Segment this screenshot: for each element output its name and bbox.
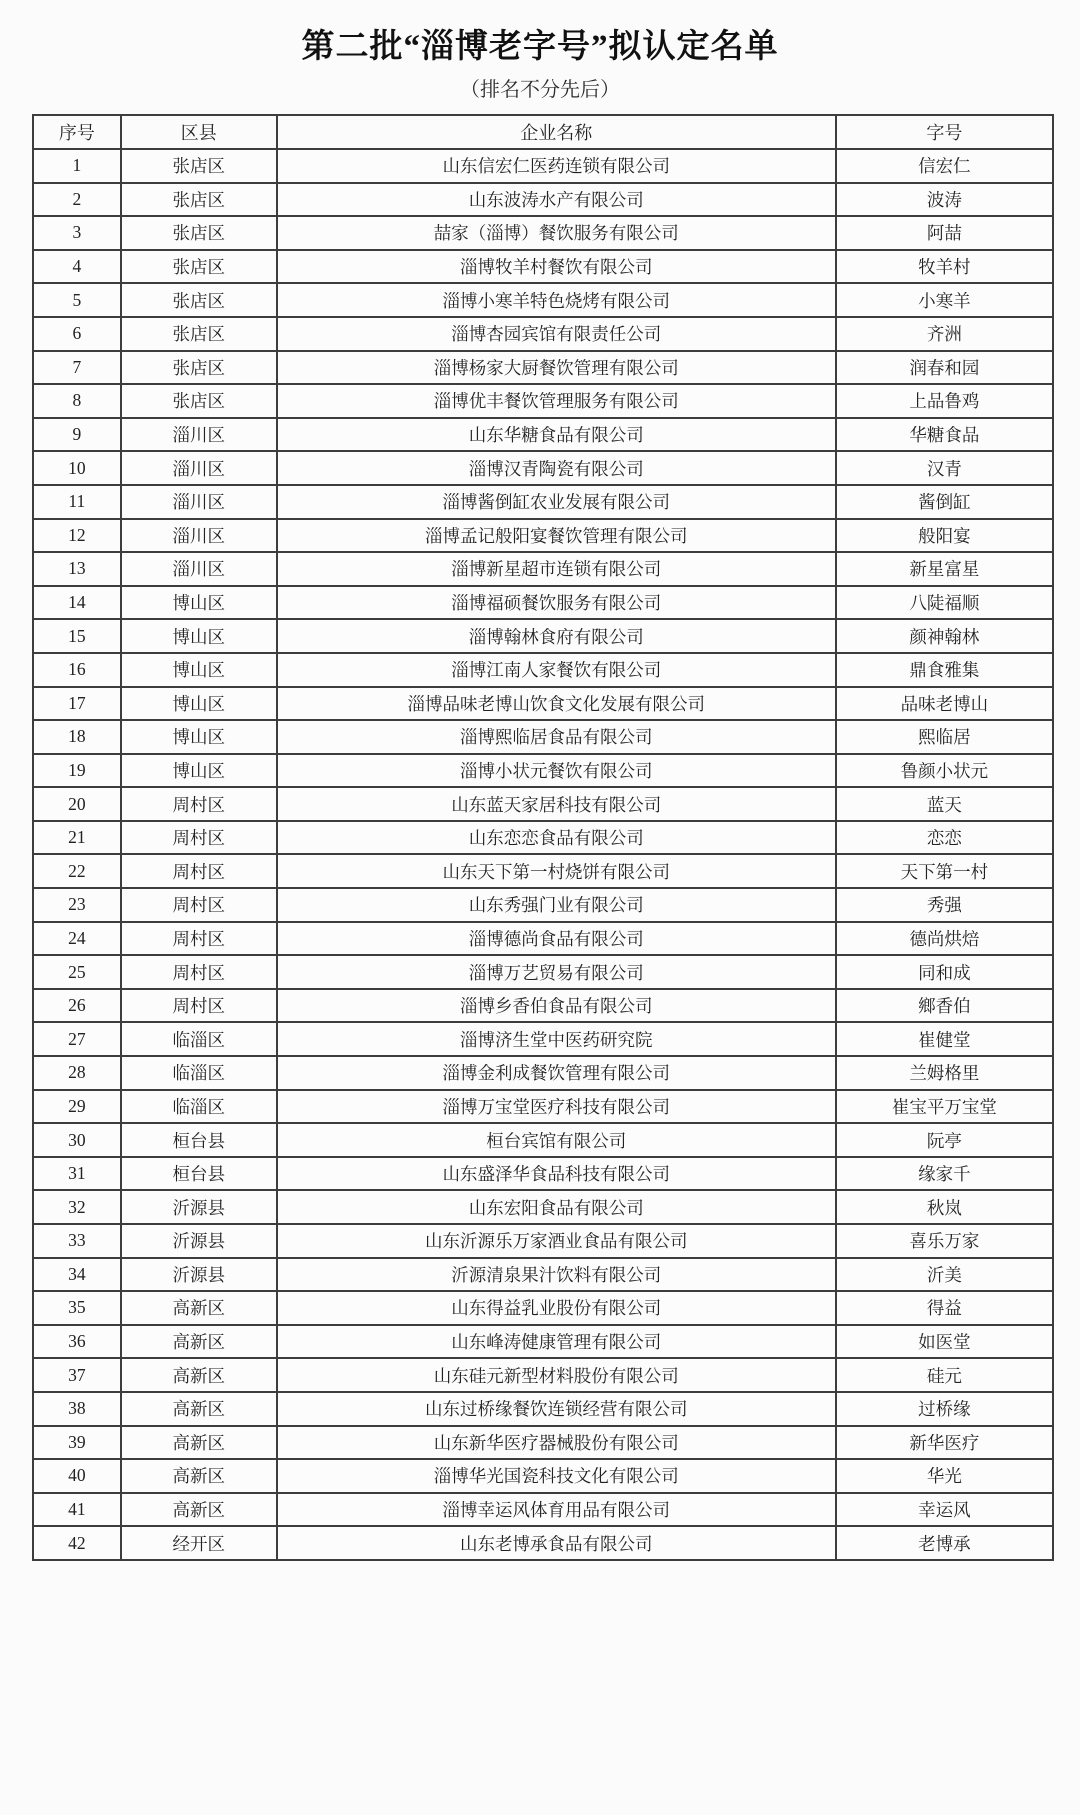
district-cell: 高新区 (121, 1358, 277, 1392)
table-row (33, 149, 1053, 183)
brand-name-cell: 牧羊村 (836, 250, 1053, 284)
table-row (33, 922, 1053, 956)
brand-name-cell: 波涛 (836, 183, 1053, 217)
company-name-cell: 淄博江南人家餐饮有限公司 (277, 653, 836, 687)
district-cell: 博山区 (121, 720, 277, 754)
row-number-cell: 34 (33, 1258, 121, 1292)
table-row (33, 418, 1053, 452)
brand-name-cell: 幸运风 (836, 1493, 1053, 1527)
brand-name-cell: 润春和园 (836, 351, 1053, 385)
company-name-cell: 淄博熙临居食品有限公司 (277, 720, 836, 754)
table-row (33, 1123, 1053, 1157)
table-row (33, 485, 1053, 519)
district-cell: 周村区 (121, 888, 277, 922)
company-name-cell: 山东沂源乐万家酒业食品有限公司 (277, 1224, 836, 1258)
row-number-cell: 41 (33, 1493, 121, 1527)
row-number-cell: 36 (33, 1325, 121, 1359)
district-cell: 高新区 (121, 1493, 277, 1527)
brand-name-cell: 信宏仁 (836, 149, 1053, 183)
company-name-cell: 山东恋恋食品有限公司 (277, 821, 836, 855)
district-cell: 桓台县 (121, 1157, 277, 1191)
brand-name-cell: 汉青 (836, 451, 1053, 485)
company-name-cell: 淄博牧羊村餐饮有限公司 (277, 250, 836, 284)
table-row (33, 451, 1053, 485)
row-number-cell: 16 (33, 653, 121, 687)
district-cell: 临淄区 (121, 1056, 277, 1090)
brand-name-cell: 缘家千 (836, 1157, 1053, 1191)
brand-list-table (32, 114, 1054, 1561)
row-number-cell: 14 (33, 586, 121, 620)
brand-name-cell: 恋恋 (836, 821, 1053, 855)
brand-name-cell: 秋岚 (836, 1190, 1053, 1224)
company-name-cell: 喆家（淄博）餐饮服务有限公司 (277, 216, 836, 250)
row-number-cell: 38 (33, 1392, 121, 1426)
row-number-cell: 8 (33, 384, 121, 418)
brand-name-cell: 喜乐万家 (836, 1224, 1053, 1258)
company-name-cell: 山东老博承食品有限公司 (277, 1526, 836, 1560)
brand-name-cell: 德尚烘焙 (836, 922, 1053, 956)
district-cell: 张店区 (121, 384, 277, 418)
row-number-cell: 27 (33, 1022, 121, 1056)
company-name-cell: 淄博德尚食品有限公司 (277, 922, 836, 956)
table-row (33, 989, 1053, 1023)
row-number-cell: 40 (33, 1459, 121, 1493)
table-row (33, 1291, 1053, 1325)
company-name-cell: 山东得益乳业股份有限公司 (277, 1291, 836, 1325)
table-row (33, 1022, 1053, 1056)
district-cell: 周村区 (121, 922, 277, 956)
brand-name-cell: 天下第一村 (836, 854, 1053, 888)
brand-name-cell: 华糖食品 (836, 418, 1053, 452)
district-cell: 博山区 (121, 754, 277, 788)
brand-name-cell: 熙临居 (836, 720, 1053, 754)
company-name-cell: 淄博小状元餐饮有限公司 (277, 754, 836, 788)
company-name-cell: 山东秀强门业有限公司 (277, 888, 836, 922)
column-header-district: 区县 (121, 115, 277, 149)
district-cell: 临淄区 (121, 1022, 277, 1056)
table-row (33, 720, 1053, 754)
district-cell: 博山区 (121, 653, 277, 687)
table-row (33, 317, 1053, 351)
row-number-cell: 3 (33, 216, 121, 250)
company-name-cell: 山东盛泽华食品科技有限公司 (277, 1157, 836, 1191)
row-number-cell: 24 (33, 922, 121, 956)
district-cell: 淄川区 (121, 451, 277, 485)
brand-name-cell: 硅元 (836, 1358, 1053, 1392)
company-name-cell: 山东蓝天家居科技有限公司 (277, 787, 836, 821)
district-cell: 临淄区 (121, 1090, 277, 1124)
company-name-cell: 淄博杨家大厨餐饮管理有限公司 (277, 351, 836, 385)
district-cell: 张店区 (121, 149, 277, 183)
row-number-cell: 26 (33, 989, 121, 1023)
company-name-cell: 山东华糖食品有限公司 (277, 418, 836, 452)
table-row (33, 1224, 1053, 1258)
brand-name-cell: 颜神翰林 (836, 619, 1053, 653)
company-name-cell: 淄博金利成餐饮管理有限公司 (277, 1056, 836, 1090)
district-cell: 博山区 (121, 619, 277, 653)
company-name-cell: 淄博万宝堂医疗科技有限公司 (277, 1090, 836, 1124)
table-row (33, 1190, 1053, 1224)
brand-name-cell: 兰姆格里 (836, 1056, 1053, 1090)
brand-name-cell: 崔健堂 (836, 1022, 1053, 1056)
company-name-cell: 淄博优丰餐饮管理服务有限公司 (277, 384, 836, 418)
company-name-cell: 淄博华光国瓷科技文化有限公司 (277, 1459, 836, 1493)
district-cell: 张店区 (121, 351, 277, 385)
district-cell: 周村区 (121, 989, 277, 1023)
brand-name-cell: 秀强 (836, 888, 1053, 922)
company-name-cell: 淄博翰林食府有限公司 (277, 619, 836, 653)
brand-name-cell: 鼎食雅集 (836, 653, 1053, 687)
company-name-cell: 沂源清泉果汁饮料有限公司 (277, 1258, 836, 1292)
table-row (33, 1325, 1053, 1359)
company-name-cell: 桓台宾馆有限公司 (277, 1123, 836, 1157)
table-row (33, 351, 1053, 385)
company-name-cell: 淄博万艺贸易有限公司 (277, 955, 836, 989)
row-number-cell: 42 (33, 1526, 121, 1560)
row-number-cell: 12 (33, 519, 121, 553)
table-row (33, 1258, 1053, 1292)
page-title: 第二批“淄博老字号”拟认定名单 (301, 29, 779, 65)
table-row (33, 854, 1053, 888)
brand-name-cell: 阮亭 (836, 1123, 1053, 1157)
row-number-cell: 15 (33, 619, 121, 653)
row-number-cell: 18 (33, 720, 121, 754)
company-name-cell: 淄博新星超市连锁有限公司 (277, 552, 836, 586)
table-header-row (33, 115, 1053, 149)
row-number-cell: 35 (33, 1291, 121, 1325)
company-name-cell: 山东信宏仁医药连锁有限公司 (277, 149, 836, 183)
brand-name-cell: 过桥缘 (836, 1392, 1053, 1426)
row-number-cell: 23 (33, 888, 121, 922)
company-name-cell: 淄博孟记般阳宴餐饮管理有限公司 (277, 519, 836, 553)
company-name-cell: 淄博汉青陶瓷有限公司 (277, 451, 836, 485)
company-name-cell: 山东过桥缘餐饮连锁经营有限公司 (277, 1392, 836, 1426)
table-row (33, 519, 1053, 553)
brand-name-cell: 华光 (836, 1459, 1053, 1493)
district-cell: 周村区 (121, 821, 277, 855)
company-name-cell: 淄博幸运风体育用品有限公司 (277, 1493, 836, 1527)
table-row (33, 1426, 1053, 1460)
row-number-cell: 21 (33, 821, 121, 855)
company-name-cell: 山东新华医疗器械股份有限公司 (277, 1426, 836, 1460)
row-number-cell: 13 (33, 552, 121, 586)
company-name-cell: 山东天下第一村烧饼有限公司 (277, 854, 836, 888)
district-cell: 博山区 (121, 687, 277, 721)
district-cell: 沂源县 (121, 1224, 277, 1258)
table-row (33, 1358, 1053, 1392)
row-number-cell: 11 (33, 485, 121, 519)
column-header-company: 企业名称 (277, 115, 836, 149)
company-name-cell: 淄博乡香伯食品有限公司 (277, 989, 836, 1023)
row-number-cell: 28 (33, 1056, 121, 1090)
district-cell: 淄川区 (121, 418, 277, 452)
table-row (33, 787, 1053, 821)
district-cell: 张店区 (121, 216, 277, 250)
row-number-cell: 17 (33, 687, 121, 721)
district-cell: 高新区 (121, 1392, 277, 1426)
district-cell: 高新区 (121, 1325, 277, 1359)
row-number-cell: 10 (33, 451, 121, 485)
row-number-cell: 19 (33, 754, 121, 788)
table-row (33, 552, 1053, 586)
brand-name-cell: 鄉香伯 (836, 989, 1053, 1023)
district-cell: 高新区 (121, 1291, 277, 1325)
brand-name-cell: 如医堂 (836, 1325, 1053, 1359)
district-cell: 张店区 (121, 250, 277, 284)
row-number-cell: 32 (33, 1190, 121, 1224)
district-cell: 博山区 (121, 586, 277, 620)
row-number-cell: 7 (33, 351, 121, 385)
row-number-cell: 31 (33, 1157, 121, 1191)
company-name-cell: 淄博品味老博山饮食文化发展有限公司 (277, 687, 836, 721)
brand-name-cell: 沂美 (836, 1258, 1053, 1292)
district-cell: 张店区 (121, 183, 277, 217)
table-row (33, 888, 1053, 922)
brand-name-cell: 上品鲁鸡 (836, 384, 1053, 418)
table-row (33, 1090, 1053, 1124)
table-row (33, 1526, 1053, 1560)
company-name-cell: 山东硅元新型材料股份有限公司 (277, 1358, 836, 1392)
table-row (33, 1056, 1053, 1090)
row-number-cell: 6 (33, 317, 121, 351)
brand-name-cell: 小寒羊 (836, 283, 1053, 317)
company-name-cell: 淄博福硕餐饮服务有限公司 (277, 586, 836, 620)
table-row (33, 754, 1053, 788)
row-number-cell: 2 (33, 183, 121, 217)
district-cell: 张店区 (121, 317, 277, 351)
district-cell: 淄川区 (121, 552, 277, 586)
brand-name-cell: 般阳宴 (836, 519, 1053, 553)
table-row (33, 653, 1053, 687)
district-cell: 沂源县 (121, 1258, 277, 1292)
district-cell: 沂源县 (121, 1190, 277, 1224)
row-number-cell: 22 (33, 854, 121, 888)
company-name-cell: 山东宏阳食品有限公司 (277, 1190, 836, 1224)
brand-name-cell: 同和成 (836, 955, 1053, 989)
district-cell: 周村区 (121, 854, 277, 888)
company-name-cell: 淄博小寒羊特色烧烤有限公司 (277, 283, 836, 317)
brand-name-cell: 品味老博山 (836, 687, 1053, 721)
row-number-cell: 25 (33, 955, 121, 989)
table-row (33, 1392, 1053, 1426)
brand-name-cell: 新华医疗 (836, 1426, 1053, 1460)
table-row (33, 1493, 1053, 1527)
table-row (33, 283, 1053, 317)
table-row (33, 619, 1053, 653)
company-name-cell: 山东波涛水产有限公司 (277, 183, 836, 217)
company-name-cell: 淄博济生堂中医药研究院 (277, 1022, 836, 1056)
column-header-number: 序号 (33, 115, 121, 149)
page-subtitle: （排名不分先后） (460, 79, 620, 101)
row-number-cell: 33 (33, 1224, 121, 1258)
table-body (33, 149, 1053, 1560)
district-cell: 周村区 (121, 955, 277, 989)
district-cell: 高新区 (121, 1426, 277, 1460)
row-number-cell: 1 (33, 149, 121, 183)
row-number-cell: 29 (33, 1090, 121, 1124)
district-cell: 周村区 (121, 787, 277, 821)
brand-name-cell: 齐洲 (836, 317, 1053, 351)
district-cell: 淄川区 (121, 485, 277, 519)
row-number-cell: 5 (33, 283, 121, 317)
column-header-brand: 字号 (836, 115, 1053, 149)
table-row (33, 687, 1053, 721)
table-row (33, 183, 1053, 217)
brand-name-cell: 老博承 (836, 1526, 1053, 1560)
company-name-cell: 山东峰涛健康管理有限公司 (277, 1325, 836, 1359)
row-number-cell: 9 (33, 418, 121, 452)
table-row (33, 250, 1053, 284)
table-row (33, 384, 1053, 418)
district-cell: 淄川区 (121, 519, 277, 553)
brand-name-cell: 八陡福顺 (836, 586, 1053, 620)
brand-name-cell: 酱倒缸 (836, 485, 1053, 519)
table-row (33, 1157, 1053, 1191)
district-cell: 张店区 (121, 283, 277, 317)
brand-name-cell: 得益 (836, 1291, 1053, 1325)
company-name-cell: 淄博杏园宾馆有限责任公司 (277, 317, 836, 351)
district-cell: 高新区 (121, 1459, 277, 1493)
district-cell: 桓台县 (121, 1123, 277, 1157)
brand-name-cell: 阿喆 (836, 216, 1053, 250)
brand-name-cell: 鲁颜小状元 (836, 754, 1053, 788)
brand-name-cell: 蓝天 (836, 787, 1053, 821)
company-name-cell: 淄博酱倒缸农业发展有限公司 (277, 485, 836, 519)
table-row (33, 216, 1053, 250)
table-row (33, 821, 1053, 855)
row-number-cell: 37 (33, 1358, 121, 1392)
brand-name-cell: 新星富星 (836, 552, 1053, 586)
table-row (33, 586, 1053, 620)
row-number-cell: 20 (33, 787, 121, 821)
district-cell: 经开区 (121, 1526, 277, 1560)
row-number-cell: 4 (33, 250, 121, 284)
table-row (33, 1459, 1053, 1493)
table-row (33, 955, 1053, 989)
row-number-cell: 39 (33, 1426, 121, 1460)
row-number-cell: 30 (33, 1123, 121, 1157)
brand-name-cell: 崔宝平万宝堂 (836, 1090, 1053, 1124)
